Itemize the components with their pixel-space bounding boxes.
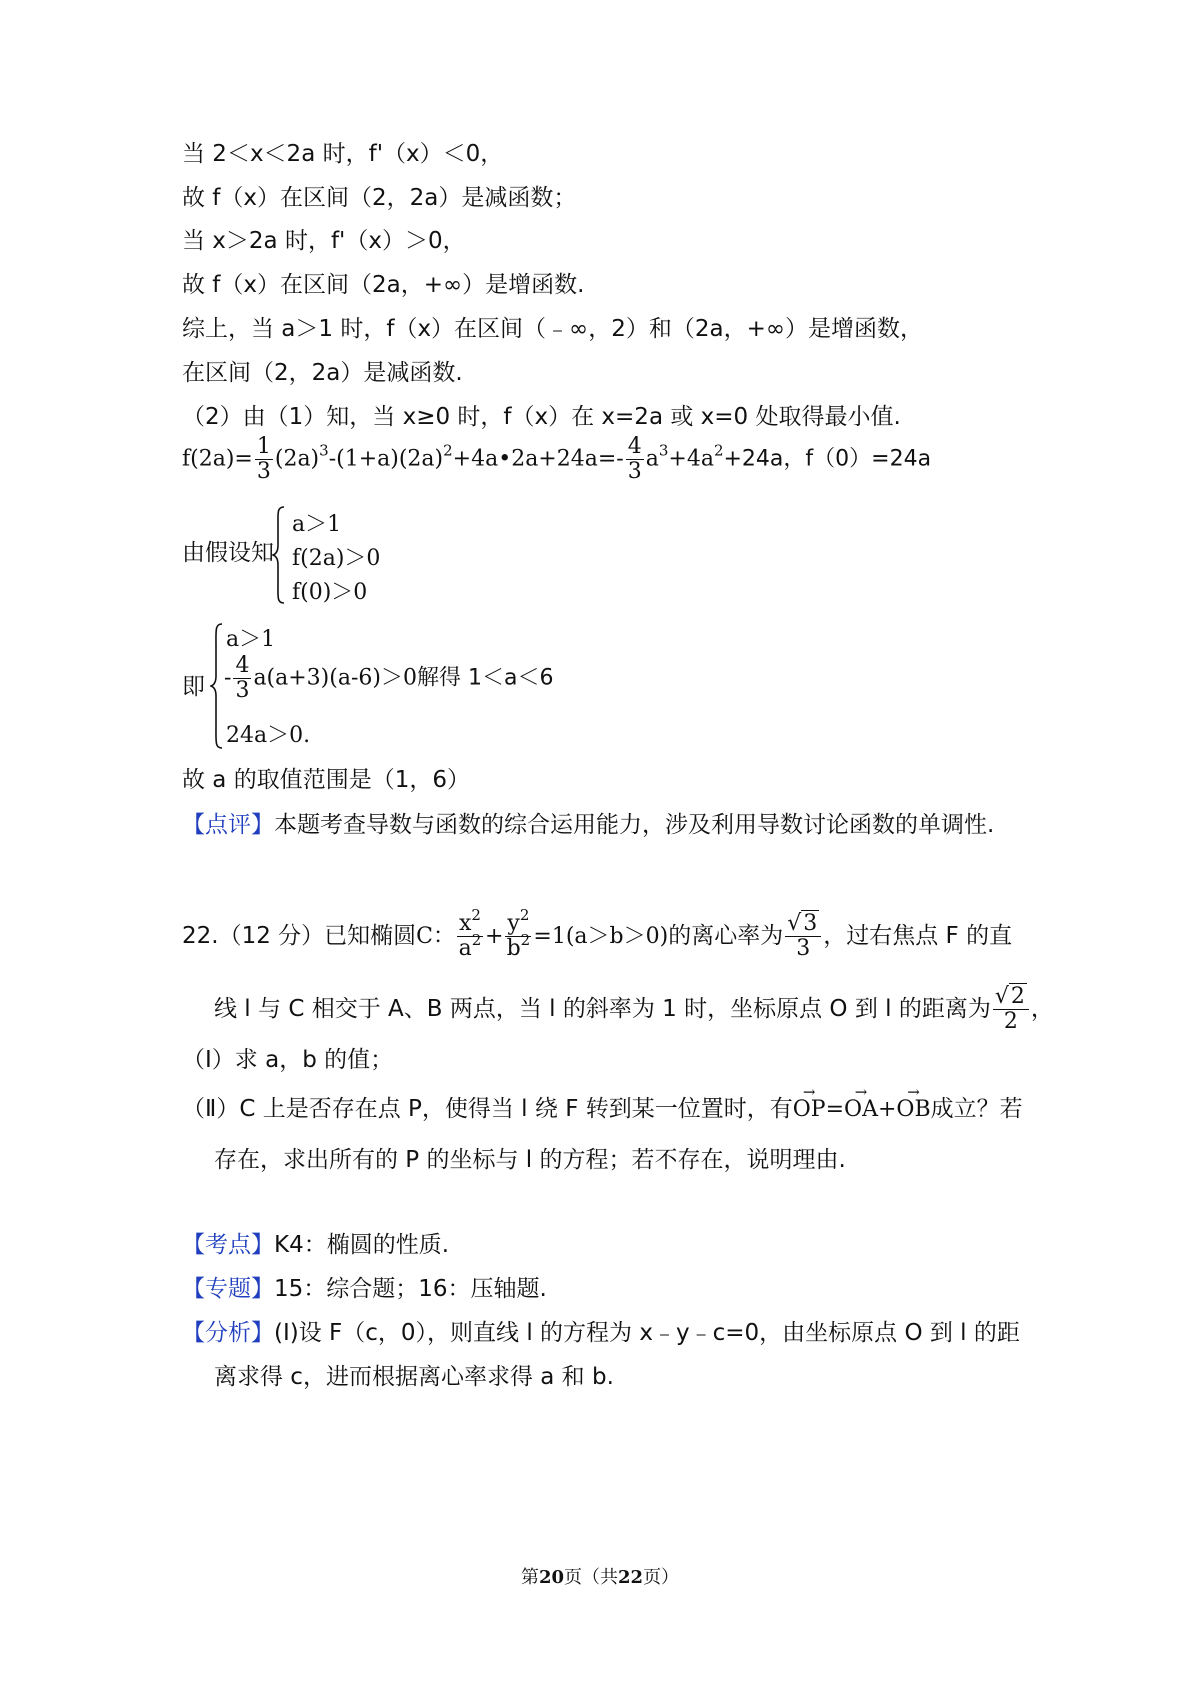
text-line: 当 2＜x＜2a 时，f'（x）＜0， — [182, 141, 504, 167]
formula-part: =1(a＞b＞0) — [533, 924, 669, 949]
formula-part: +4a — [668, 446, 714, 472]
fraction-denominator: 2 — [1003, 1009, 1018, 1034]
question-text: 的离心率为 — [668, 923, 784, 949]
kaodian-text: K4：椭圆的性质. — [274, 1232, 450, 1258]
zhuanti-text: 15：综合题；16：压轴题. — [274, 1276, 547, 1302]
inequality-system — [210, 622, 570, 750]
fraction — [626, 435, 644, 484]
text-line: 存在，求出所有的 P 的坐标与 l 的方程；若不存在，说明理由. — [214, 1147, 846, 1173]
footer-text: 页（共 — [564, 1567, 618, 1588]
fraction — [233, 654, 251, 703]
question-text: 成立？若 — [930, 1096, 1023, 1122]
solution-text: 解得 1＜a＜6 — [416, 665, 554, 691]
text-line: 当 x＞2a 时，f'（x）＞0， — [182, 228, 466, 254]
fraction — [785, 912, 821, 961]
text-line: 综上，当 a＞1 时，f（x）在区间（﹣∞，2）和（2a，+∞）是增函数， — [182, 316, 924, 342]
formula-part: a — [645, 446, 659, 472]
question-22-line1 — [182, 906, 1013, 961]
text-line: 故 f（x）在区间（2，2a）是减函数； — [182, 185, 577, 211]
left-brace-icon — [272, 505, 286, 605]
text-line: 故 f（x）在区间（2a，+∞）是增函数. — [182, 272, 585, 298]
formula-part: + — [877, 1097, 897, 1122]
formula-f2a — [182, 435, 931, 484]
formula-part: f(2a)= — [182, 446, 253, 472]
variable: a — [458, 936, 472, 961]
fraction — [993, 985, 1029, 1034]
formula-part: a(a+3)(a-6)＞0 — [253, 665, 417, 691]
formula-part: (2a) — [274, 446, 320, 472]
vector-ob: → OB — [896, 1095, 930, 1125]
formula-part: - — [224, 665, 232, 691]
footer-text: 页） — [643, 1567, 680, 1588]
formula-part: -(1+a)(2a) — [328, 446, 444, 472]
formula-part: C： — [416, 924, 455, 949]
vector-op: → OP — [793, 1095, 826, 1125]
fenxi-tag: 【分析】 — [182, 1320, 274, 1346]
text-line: 离求得 c，进而根据离心率求得 a 和 b. — [214, 1364, 614, 1390]
therefore-label: 即 — [182, 674, 205, 700]
variable: b — [506, 936, 521, 961]
comment-tag: 【点评】 — [182, 812, 274, 838]
question-text: 22.（12 分）已知椭圆 — [182, 923, 417, 949]
fraction-numerator: 4 — [235, 653, 250, 678]
variable: y — [507, 911, 520, 936]
exponent: 2 — [519, 906, 530, 924]
exponent: 2 — [471, 906, 481, 924]
fenxi-text: (Ⅰ)设 F（c，0），则直线 l 的方程为 x﹣y﹣c=0，由坐标原点 O 到 l 的距 — [274, 1320, 1020, 1346]
question-text: （Ⅱ）C 上是否存在点 P，使得当 l 绕 F 转到某一位置时，有 — [182, 1096, 793, 1122]
text-line: 在区间（2，2a）是减函数. — [182, 360, 463, 386]
comment-text: 本题考查导数与函数的综合运用能力，涉及利用导数讨论函数的单调性. — [274, 812, 995, 838]
exponent: 2 — [713, 441, 724, 460]
formula-part: +4a•2a+24a=- — [452, 446, 624, 472]
assumption-system — [272, 505, 472, 605]
fraction — [255, 435, 273, 484]
fraction-numerator: √3 — [785, 912, 821, 937]
case-line: a＞1 — [226, 627, 276, 652]
fraction — [457, 906, 483, 961]
zhuanti-tag: 【专题】 — [182, 1276, 274, 1302]
fraction-denominator — [505, 931, 531, 961]
case-line — [224, 654, 553, 703]
question-22-line4 — [182, 1094, 1023, 1125]
left-brace-icon — [210, 622, 224, 750]
kaodian-tag: 【考点】 — [182, 1232, 274, 1258]
case-line: f(2a)＞0 — [292, 546, 381, 571]
page-total: 22 — [618, 1567, 644, 1588]
fraction-denominator: 3 — [627, 459, 642, 484]
fraction-denominator: 3 — [256, 459, 271, 484]
zhuanti-line — [182, 1274, 547, 1304]
fraction-numerator: 4 — [627, 434, 642, 459]
question-22-line2 — [214, 985, 1054, 1034]
question-text: 线 l 与 C 相交于 A、B 两点，当 l 的斜率为 1 时，坐标原点 O 到 l 的距离为 — [214, 996, 991, 1022]
footer-text: 第 — [520, 1567, 539, 1588]
fraction-denominator: 3 — [796, 936, 811, 961]
assumption-label: 由假设知 — [182, 540, 274, 566]
fenxi-line — [182, 1318, 1020, 1348]
exponent: 3 — [319, 441, 329, 460]
page-number: 20 — [538, 1567, 564, 1588]
fraction — [505, 906, 531, 961]
page-footer — [0, 1563, 1200, 1589]
case-line: f(0)＞0 — [292, 580, 368, 605]
radicand: 2 — [1010, 984, 1025, 1009]
case-line: 24a＞0. — [226, 723, 311, 748]
exponent: 3 — [658, 441, 669, 460]
exponent: 2 — [520, 931, 531, 949]
case-line: a＞1 — [292, 512, 342, 537]
question-text: ，过右焦点 F 的直 — [823, 923, 1013, 949]
text-line: （2）由（1）知，当 x≥0 时，f（x）在 x=2a 或 x=0 处取得最小值. — [182, 404, 901, 430]
fraction-denominator — [457, 931, 483, 961]
comment-line — [182, 810, 994, 840]
formula-part: +24a，f（0）=24a — [723, 446, 932, 472]
fraction-denominator: 3 — [235, 678, 250, 703]
variable: x — [459, 911, 472, 936]
formula-part: = — [825, 1097, 845, 1122]
exponent: 2 — [443, 441, 453, 460]
vector-oa: → OA — [844, 1095, 878, 1125]
exponent: 2 — [471, 931, 482, 949]
formula-part: + — [484, 924, 504, 949]
kaodian-line — [182, 1230, 449, 1260]
text-line: （Ⅰ）求 a，b 的值； — [182, 1047, 394, 1073]
fraction-numerator: 1 — [256, 434, 271, 459]
fraction-numerator: √2 — [993, 985, 1029, 1010]
question-text: ， — [1030, 996, 1054, 1022]
text-line: 故 a 的取值范围是（1，6） — [182, 767, 470, 793]
radicand: 3 — [803, 911, 818, 936]
